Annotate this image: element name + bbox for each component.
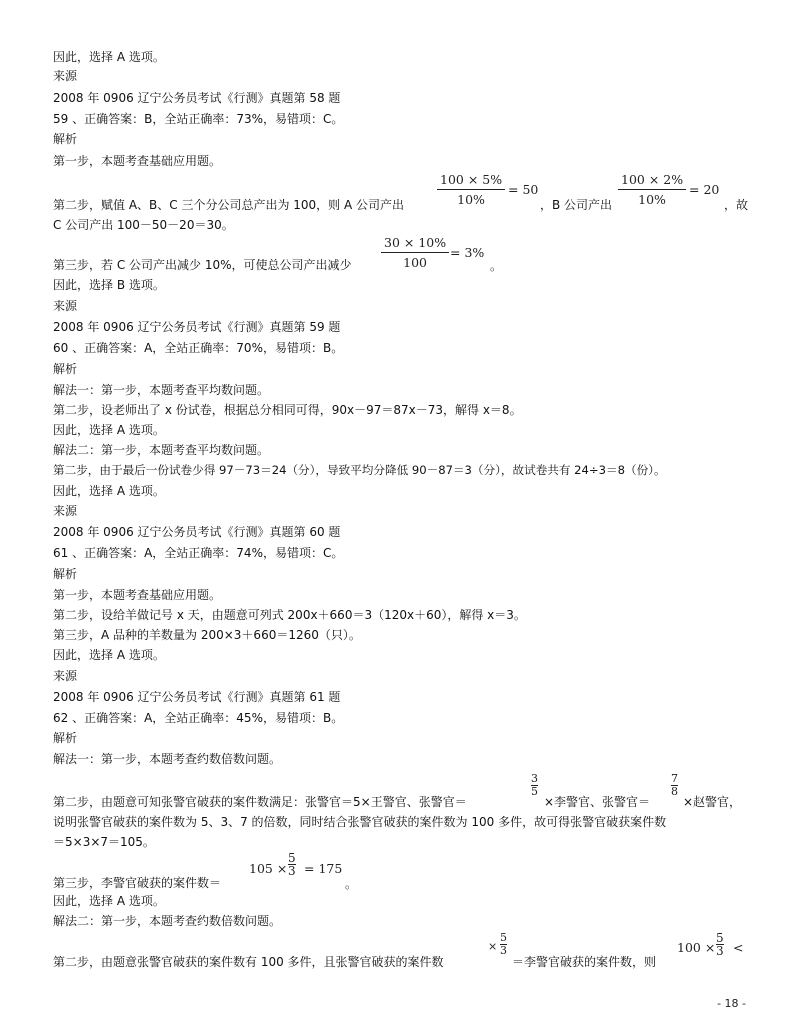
fraction-denominator: 3 xyxy=(716,944,724,958)
analysis-label: 解析 xyxy=(53,362,78,376)
page-number: - 18 - xyxy=(717,997,746,1010)
text-line: 说明张警官破获的案件数为 5、3、7 的倍数，同时结合张警官破获的案件数为 100 多件，故可得张警官破获案件数 xyxy=(53,815,667,829)
fraction-formula xyxy=(381,235,449,270)
text-line: 第二步，由于最后一份试卷少得 97－73＝24（分），导致平均分降低 90－87＝3（分），故试卷共有 24÷3＝8（份）。 xyxy=(53,463,666,477)
text-line: 第二步，设给羊做记号 x 天，由题意可列式 200x＋660＝3（120x＋60），解得 x＝3。 xyxy=(53,608,526,622)
fraction-denominator: 100 xyxy=(381,252,449,270)
text-line: 因此，选择 A 选项。 xyxy=(53,894,165,908)
small-fraction xyxy=(716,932,724,957)
fraction-numerator: 3 xyxy=(531,772,538,785)
source-title: 2008 年 0906 辽宁公务员考试《行测》真题第 58 题 xyxy=(53,91,341,105)
source-title: 2008 年 0906 辽宁公务员考试《行测》真题第 60 题 xyxy=(53,525,341,539)
fraction-formula xyxy=(618,172,686,207)
fraction-numerator: 7 xyxy=(671,772,678,785)
fraction-denominator: 3 xyxy=(288,864,296,878)
small-fraction xyxy=(531,773,538,798)
text-line: ×李警官、张警官＝ xyxy=(544,795,651,809)
fraction-numerator: 100 × 5% xyxy=(440,172,503,187)
text-line: 第一步，本题考查基础应用题。 xyxy=(53,588,222,602)
text-line: 第二步，赋值 A、B、C 三个分公司总产出为 100，则 A 公司产出 xyxy=(53,198,405,212)
text-line: 第二步，由题意可知张警官破获的案件数满足：张警官＝5×王警官、张警官＝ xyxy=(53,795,467,809)
source-title: 2008 年 0906 辽宁公务员考试《行测》真题第 61 题 xyxy=(53,690,341,704)
small-fraction xyxy=(500,932,507,957)
fraction-numerator: 5 xyxy=(288,851,296,865)
formula-result: = 3% xyxy=(450,245,485,260)
fraction-denominator: 8 xyxy=(671,785,678,798)
text-line: ＝李警官破获的案件数，则 xyxy=(512,955,657,969)
fraction-denominator: 10% xyxy=(618,189,686,207)
fraction-numerator: 30 × 10% xyxy=(384,235,447,250)
fraction-numerator: 100 × 2% xyxy=(621,172,684,187)
analysis-label: 解析 xyxy=(53,132,78,146)
text-line: 第三步，李警官破获的案件数＝ xyxy=(53,876,222,890)
text-line: 因此，选择 A 选项。 xyxy=(53,484,165,498)
text-line: 第一步，本题考查基础应用题。 xyxy=(53,154,222,168)
text-line: ＝5×3×7＝105。 xyxy=(53,835,155,849)
formula-result: = 20 xyxy=(689,182,720,197)
text-line: ×赵警官， xyxy=(683,795,742,809)
source-label: 来源 xyxy=(53,669,78,683)
text-line: C 公司产出 100－50－20＝30。 xyxy=(53,218,234,232)
text-line: 解法二：第一步，本题考查平均数问题。 xyxy=(53,443,270,457)
answer-line: 60 、正确答案：A，全站正确率：70%，易错项：B。 xyxy=(53,341,344,355)
analysis-label: 解析 xyxy=(53,731,78,745)
text-line: 第二步，设老师出了 x 份试卷，根据总分相同可得，90x－97＝87x－73，解得 x＝8。 xyxy=(53,403,522,417)
text-line: 因此，选择 A 选项。 xyxy=(53,50,165,64)
source-label: 来源 xyxy=(53,299,78,313)
fraction-numerator: 5 xyxy=(716,931,724,945)
answer-line: 59 、正确答案：B，全站正确率：73%，易错项：C。 xyxy=(53,112,344,126)
formula-prefix: 105 × xyxy=(249,861,288,876)
analysis-label: 解析 xyxy=(53,567,78,581)
text-line: 解法一：第一步，本题考查平均数问题。 xyxy=(53,383,270,397)
source-label: 来源 xyxy=(53,69,78,83)
text-line: 解法二：第一步，本题考查约数倍数问题。 xyxy=(53,914,282,928)
source-title: 2008 年 0906 辽宁公务员考试《行测》真题第 59 题 xyxy=(53,320,341,334)
formula-prefix: 100 × xyxy=(677,940,716,955)
small-fraction xyxy=(288,852,296,877)
text-line: 第三步，若 C 公司产出减少 10%，可使总公司产出减少 xyxy=(53,258,352,272)
text-line: ，B 公司产出 xyxy=(540,198,613,212)
fraction-denominator: 3 xyxy=(500,944,507,957)
answer-line: 62 、正确答案：A，全站正确率：45%，易错项：B。 xyxy=(53,711,344,725)
text-line: 解法一：第一步，本题考查约数倍数问题。 xyxy=(53,752,282,766)
text-line: 因此，选择 A 选项。 xyxy=(53,423,165,437)
formula-prefix: × xyxy=(488,940,498,953)
text-line: ，故 xyxy=(724,198,749,212)
answer-line: 61 、正确答案：A，全站正确率：74%，易错项：C。 xyxy=(53,546,344,560)
formula-result: = 175 xyxy=(304,861,343,876)
fraction-numerator: 5 xyxy=(500,931,507,944)
fraction-denominator: 5 xyxy=(531,785,538,798)
text-line: 。 xyxy=(490,259,503,273)
text-line: 第三步，A 品种的羊数量为 200×3＋660＝1260（只）。 xyxy=(53,628,361,642)
small-fraction xyxy=(671,773,678,798)
source-label: 来源 xyxy=(53,504,78,518)
text-line: 第二步，由题意张警官破获的案件数有 100 多件，且张警官破获的案件数 xyxy=(53,955,444,969)
fraction-formula xyxy=(437,172,505,207)
text-line: 因此，选择 A 选项。 xyxy=(53,648,165,662)
text-line: 因此，选择 B 选项。 xyxy=(53,278,165,292)
text-line: 。 xyxy=(345,877,358,891)
formula-result: = 50 xyxy=(508,182,539,197)
fraction-denominator: 10% xyxy=(437,189,505,207)
formula-result: < xyxy=(733,940,744,955)
